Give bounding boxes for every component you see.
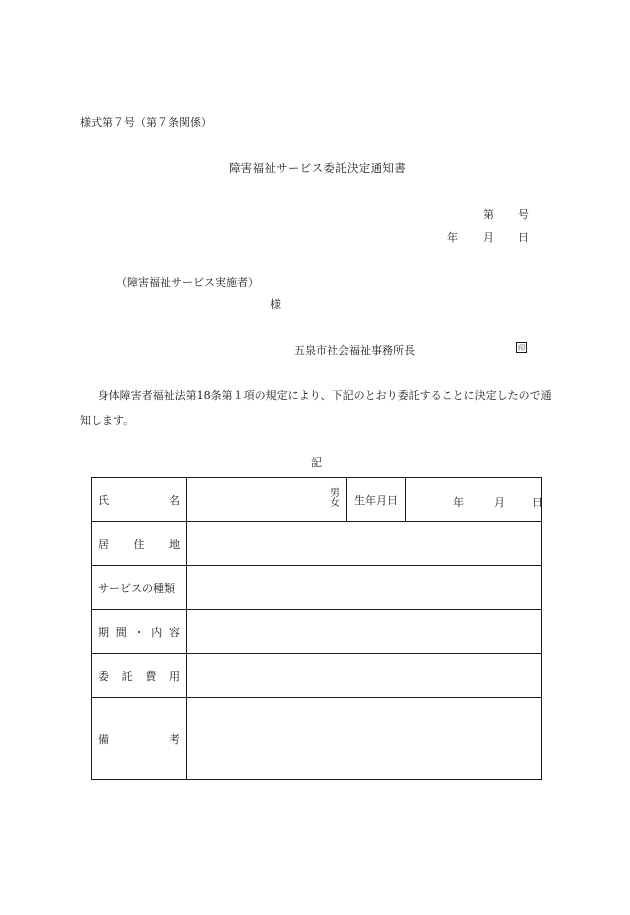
birth-month: 月 <box>494 496 505 509</box>
cost-label-cell: 委 託 費 用 <box>92 654 187 698</box>
remarks-label-cell: 備 考 <box>92 698 187 780</box>
sex-male: 男 <box>330 488 340 499</box>
row-name <box>92 478 542 522</box>
document-title: 障害福祉サービス委託決定通知書 <box>229 161 406 175</box>
cost-value-cell <box>187 654 542 698</box>
ki-heading: 記 <box>311 456 322 469</box>
row-period <box>92 610 542 654</box>
row-address <box>92 522 542 566</box>
date-month: 月 <box>483 231 494 244</box>
birthdate-value-cell <box>406 478 542 522</box>
seal-mark: 印 <box>518 344 525 352</box>
doc-number-suffix: 号 <box>518 208 529 221</box>
service-type-label-cell: サービスの種類 <box>92 566 187 610</box>
name-label-cell: 氏 名 <box>92 478 187 522</box>
remarks-value-cell <box>187 698 542 780</box>
name-value-cell <box>187 478 347 522</box>
sex-selector <box>330 489 340 509</box>
birth-day: 日 <box>532 496 543 509</box>
address-value-cell <box>187 522 542 566</box>
row-cost <box>92 654 542 698</box>
row-remarks <box>92 698 542 780</box>
notice-body: 身体障害者福祉法第18条第１項の規定により、下記のとおり委託することに決定したので通知します。 <box>80 389 552 427</box>
period-value-cell <box>187 610 542 654</box>
date-day: 日 <box>518 231 529 244</box>
form-id: 様式第７号（第７条関係） <box>80 116 212 129</box>
recipient-label: （障害福祉サービス実施者） <box>116 276 259 289</box>
service-type-value-cell <box>187 566 542 610</box>
birthdate-label: 生年月日 <box>347 478 406 522</box>
period-label-cell: 期 間 ・ 内 容 <box>92 610 187 654</box>
notice-table <box>91 477 542 780</box>
birth-year: 年 <box>453 496 464 509</box>
date-year: 年 <box>447 231 458 244</box>
sex-female: 女 <box>330 498 340 509</box>
row-service-type <box>92 566 542 610</box>
recipient-honorific: 様 <box>270 298 281 311</box>
address-label-cell: 居 住 地 <box>92 522 187 566</box>
doc-number-prefix: 第 <box>483 208 494 221</box>
sender-name: 五泉市社会福祉事務所長 <box>294 344 415 357</box>
